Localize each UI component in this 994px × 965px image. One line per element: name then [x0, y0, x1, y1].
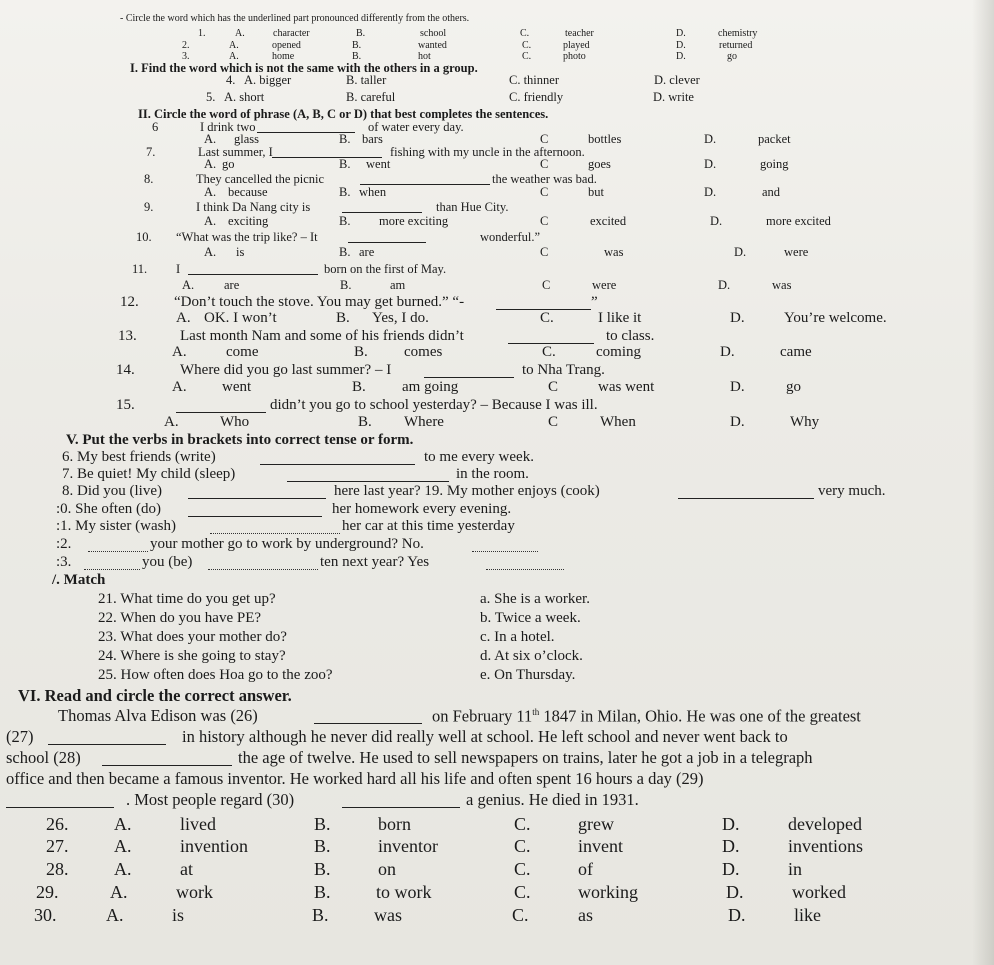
q6-stem: 6 I drink two of water every day. — [152, 120, 464, 134]
pron-row-1: 1. A. character B. school C. teacher D. chemistry — [198, 28, 758, 39]
q7-stem: 7. Last summer, I fishing with my uncle in the afternoon. — [146, 145, 585, 159]
section-6-title: VI. Read and circle the correct answer. — [18, 686, 292, 705]
match-a-d: d. At six o’clock. — [480, 648, 583, 664]
section-2-title: II. Circle the word of phrase (A, B, C or D) that best completes the sentences. — [138, 107, 549, 121]
verb-8-19: 8. Did you (live) here last year? 19. My mother enjoys (cook) very much. — [62, 483, 886, 499]
verb-21: :1. My sister (wash) her car at this time yesterday — [56, 518, 515, 534]
section-1-title: I. Find the word which is not the same with the others in a group. — [130, 61, 478, 75]
passage-line-1: Thomas Alva Edison was (26) on February 11th 1847 in Milan, Ohio. He was one of the greatest — [58, 706, 861, 726]
match-q-24: 24. Where is she going to stay? — [98, 648, 286, 664]
q15-options: A. Who B. Where C When D. Why — [164, 414, 820, 430]
pron-row-2: 2. A. opened B. wanted C. played D. returned — [182, 40, 753, 51]
match-title: /. Match — [52, 572, 106, 588]
q9-stem: 9. I think Da Nang city is than Hue City. — [144, 200, 509, 214]
match-q-22: 22. When do you have PE? — [98, 610, 262, 626]
match-a-b: b. Twice a week. — [480, 610, 581, 626]
verb-23: :3. you (be) ten next year? Yes — [56, 555, 71, 570]
q6-options: A. glass B. bars C bottles D. packet — [204, 132, 791, 146]
match-q-21: 21. What time do you get up? — [98, 591, 276, 607]
answer-row-30: 30. A. is B. was C. as D. like — [34, 905, 821, 925]
answer-row-28: 28. A. at B. on C. of D. in — [46, 859, 803, 879]
section-5-title: V. Put the verbs in brackets into correct tense or form. — [66, 432, 414, 448]
verb-7: 7. Be quiet! My child (sleep) in the room. — [62, 466, 529, 482]
q14-options: A. went B. am going C was went D. go — [172, 379, 801, 395]
match-a-a: a. She is a worker. — [480, 591, 590, 607]
pron-row-3: 3. A. home B. hot C. photo D. go — [182, 51, 737, 62]
match-q-25: 25. How often does Hoa go to the zoo? — [98, 667, 333, 683]
q9-options: A. exciting B. more exciting C excited D. more excited — [204, 214, 831, 228]
q10-options: A. is B. are C was D. were — [204, 245, 809, 259]
q14-stem: 14. Where did you go last summer? – I to Nha Trang. — [116, 362, 605, 378]
match-a-e: e. On Thursday. — [480, 667, 576, 683]
worksheet-page: - Circle the word which has the underlined part pronounced differently from the others. 1. A. character B. school C. teacher D. chemistry 2. A. opened B. wanted C. played D. returned 3. A. home B. hot C. photo D. go I. Find the word which is not the same with the others in a group. 4. A. bigger B. taller C. thinner D. clever 5. A. short B. careful C. friendly D. write II. Circle the word of phrase (A, B, C or D) that best completes the sentences. 6 I drink two of water every day. A. glass B. bars C bottles D. packet 7. Last summer, I fishing with my uncle in the afternoon. A. go B. went C goes D. going 8. They cancelled the picnic the weather was bad. A. because B. when C but D. and 9. I think Da Nang city is than Hue City. A. exciting B. more exciting C excited D. more excited 10. “What was the trip like? – It wonderful.” A. is B. are C was D. were 11. I born on the first of May. A. are B. am C were D. was 12. “Don’t touch the stove. You may get burned.” “- ” A. OK. I won’t B. Yes, I do. C. I like it D. You’re welcome. 13. Last month Nam and some of his friends didn’t to class. A. come B. comes C. coming D. came 14. Where did you go last summer? – I to Nha Trang. A. went B. am going C was went D. go 15. didn’t you go to school yesterday? – Because I was ill. A. Who B. Where C When D. Why V. Put the verbs in brackets into correct tense or form. 6. My best friends (write) to me every week. 7. Be quiet! My child (sleep) in the room. 8. Did you (live) here last year? 19. My mother enjoys (cook) very much. :0. She often (do) her homework every evening. :1. My sister (wash) her car at this time yesterday :2. your mother go to work by underground? No. :3. you (be) ten next year? Yes /. Match 21. What time do you get up? 22. When do you have PE? 23. What does your mother do? 24. Where is she going to stay? 25. How often does Hoa go to the zoo? a. She is a worker. b. Twice a week. c. In a hotel. d. At six o’clock. e. On Thursday. VI. Read and circle the correct answer. Thomas Alva Edison was (26) on February 11th 1847 in Milan, Ohio. He was one of the greatest (27) in history although he never did really well at school. He left school and never went back to school (28) the age of twelve. He used to sell newspapers on trains, later he got a job in a telegraph office and then became a famous inventor. He worked hard all his life and often spent 16 hours a day (29) . Most people regard (30) a genius. He died in 1931. 26. A. lived B. born C. grew D. developed 27. A. invention B. inventor C. invent D. inventions 28. A. at B. on C. of D. in 29. A. work B. to work C. working D. worked 30. A. is B. was C. as D. like — [0, 0, 994, 965]
match-a-c: c. In a hotel. — [480, 629, 555, 645]
sec1-row-4: 4. A. bigger B. taller C. thinner D. clever — [226, 73, 700, 87]
sec1-row-5: 5. A. short B. careful C. friendly D. write — [206, 90, 694, 104]
q15-stem: 15. didn’t you go to school yesterday? – Because I was ill. — [116, 397, 598, 413]
q11-options: A. are B. am C were D. was — [182, 278, 792, 292]
q11-stem: 11. I born on the first of May. — [132, 262, 447, 276]
q8-options: A. because B. when C but D. and — [204, 185, 781, 199]
q8-stem: 8. They cancelled the picnic the weather was bad. — [144, 172, 597, 186]
q12-options: A. OK. I won’t B. Yes, I do. C. I like it D. You’re welcome. — [176, 310, 887, 326]
verb-6: 6. My best friends (write) to me every week. — [62, 449, 534, 465]
verb-22: :2. your mother go to work by underground? No. — [56, 537, 71, 552]
q7-options: A. go B. went C goes D. going — [204, 157, 789, 171]
answer-row-29: 29. A. work B. to work C. working D. worked — [36, 882, 846, 902]
answer-row-26: 26. A. lived B. born C. grew D. developed — [46, 814, 862, 834]
q13-stem: 13. Last month Nam and some of his friends didn’t to class. — [118, 328, 655, 344]
pronunciation-instruction: - Circle the word which has the underlined part pronounced differently from the others. — [120, 13, 470, 24]
passage-line-2: (27) in history although he never did really well at school. He left school and never went back to — [6, 727, 788, 746]
q10-stem: 10. “What was the trip like? – It wonderful.” — [136, 230, 541, 244]
passage-line-3: school (28) the age of twelve. He used to sell newspapers on trains, later he got a job in a telegraph — [6, 748, 813, 767]
match-q-23: 23. What does your mother do? — [98, 629, 287, 645]
page-edge-shadow — [972, 0, 994, 965]
verb-20: :0. She often (do) her homework every evening. — [56, 501, 512, 517]
answer-row-27: 27. A. invention B. inventor C. invent D. inventions — [46, 836, 863, 856]
passage-line-4: office and then became a famous inventor. He worked hard all his life and often spent 16 hours a day (29) — [6, 769, 704, 788]
q13-options: A. come B. comes C. coming D. came — [172, 344, 812, 360]
q12-stem: 12. “Don’t touch the stove. You may get burned.” “- ” — [120, 294, 598, 310]
